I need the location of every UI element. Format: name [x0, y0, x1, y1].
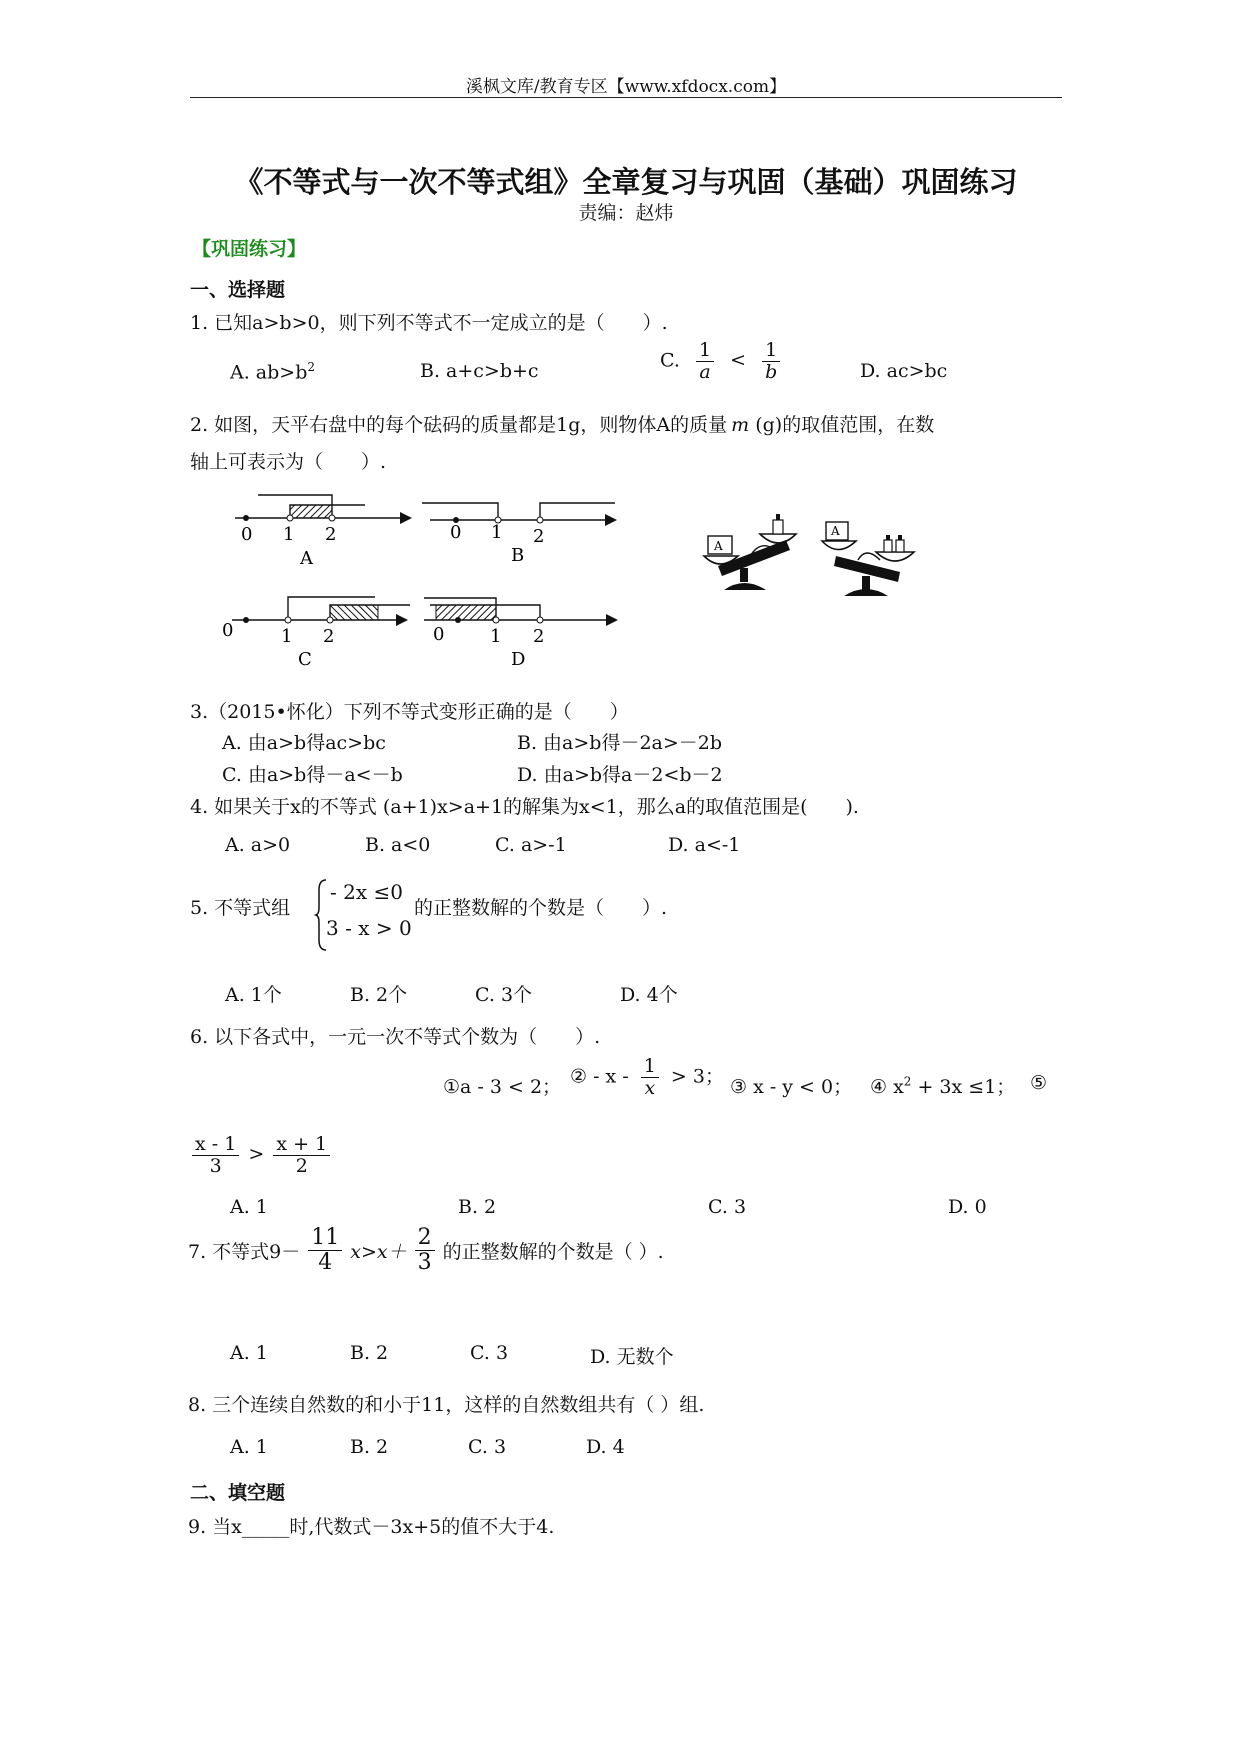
expression-4: ④ $x^2 + 3x \le 1$； — [870, 1074, 1016, 1098]
question-3-option-b: B. 由a>b得－2a>－2b — [517, 732, 723, 754]
tick-0: 0 — [433, 624, 445, 645]
question-6-stem: 6. 以下各式中，一元一次不等式个数为（ ）. — [190, 1026, 601, 1048]
tick-1: 1 — [491, 522, 503, 543]
tick-0: 0 — [222, 620, 234, 641]
tick-1: 1 — [490, 626, 502, 647]
question-7-option-d: D. 无数个 — [590, 1346, 674, 1368]
question-2-stem-line2: 轴上可表示为（ ）. — [190, 451, 387, 473]
question-5-option-a: A. 1个 — [225, 984, 282, 1006]
number-line-figure — [0, 0, 1240, 700]
question-5-option-d: D. 4个 — [620, 984, 678, 1006]
tick-2: 2 — [325, 524, 337, 545]
question-4-stem: 4. 如果关于x的不等式 (a+1)x>a+1的解集为x<1，那么a的取值范围是( ). — [190, 796, 859, 818]
label-a: A — [300, 548, 313, 569]
question-1-stem: 1. 已知a>b>0，则下列不等式不一定成立的是（ ）. — [190, 312, 668, 334]
question-9-stem: 9. 当x_____时,代数式－3x+5的值不大于4. — [188, 1516, 555, 1538]
question-7-option-c: C. 3 — [470, 1342, 509, 1364]
question-8-option-c: C. 3 — [468, 1436, 507, 1458]
tick-0: 0 — [241, 524, 253, 545]
tick-2: 2 — [323, 626, 335, 647]
number-line-d — [424, 598, 618, 670]
question-5-stem-pre: 5. 不等式组 — [190, 897, 291, 919]
question-3-stem: 3.（2015•怀化）下列不等式变形正确的是（ ） — [190, 701, 629, 723]
question-4-option-b: B. a<0 — [365, 834, 431, 856]
tick-1: 1 — [281, 626, 293, 647]
question-5-option-c: C. 3个 — [475, 984, 533, 1006]
question-4-option-c: C. a>-1 — [495, 834, 567, 856]
question-3-option-d: D. 由a>b得a－2<b－2 — [517, 764, 723, 786]
editor-line: 责编：赵炜 — [578, 202, 674, 224]
number-line-c — [222, 597, 410, 670]
number-line-a — [235, 495, 412, 569]
page-title: 《不等式与一次不等式组》全章复习与巩固（基础）巩固练习 — [234, 165, 1018, 199]
label-c: C — [298, 649, 312, 670]
tick-2: 2 — [533, 526, 545, 547]
box-label: A — [714, 539, 723, 553]
question-7-option-a: A. 1 — [230, 1342, 268, 1364]
expression-5: $\frac{x - 1}{3}$ > $\frac{x + 1}{2}$ — [192, 1134, 330, 1177]
expression-1: ①a - 3 < 2； — [443, 1076, 562, 1098]
tick-2: 2 — [533, 626, 545, 647]
question-4-option-d: D. a<-1 — [668, 834, 741, 856]
question-6-option-c: C. 3 — [708, 1196, 747, 1218]
section-choice: 一、选择题 — [190, 279, 286, 301]
expression-5-marker: ⑤ — [1030, 1072, 1048, 1094]
question-8-option-b: B. 2 — [350, 1436, 389, 1458]
box-label: A — [831, 524, 840, 538]
expression-3: ③ x - y < 0； — [730, 1076, 853, 1098]
expression-2: ② - x - $\frac{1}{x}$ > 3； — [570, 1055, 724, 1099]
system-line-2: 3 - x > 0 — [326, 916, 412, 940]
question-6-option-d: D. 0 — [948, 1196, 987, 1218]
label-d: D — [511, 649, 526, 670]
section-fill: 二、填空题 — [190, 1482, 286, 1504]
balance-scale-1 — [704, 514, 796, 590]
question-7-option-b: B. 2 — [350, 1342, 389, 1364]
page-header: 溪枫文库/教育专区【www.xfdocx.com】 — [465, 77, 787, 97]
question-8-stem: 8. 三个连续自然数的和小于11，这样的自然数组共有（ ）组. — [188, 1394, 705, 1416]
question-6-option-b: B. 2 — [458, 1196, 497, 1218]
question-1-option-d: D. ac>bc — [860, 360, 948, 382]
system-brace — [316, 878, 328, 952]
question-5-stem-post: 的正整数解的个数是（ ）. — [414, 897, 668, 919]
question-8-option-d: D. 4 — [586, 1436, 625, 1458]
question-1-option-a: A. $ab>b^2$ — [230, 360, 316, 384]
question-2-stem-line1: 2. 如图，天平右盘中的每个砝码的质量都是1g，则物体A的质量 m (g)的取值范围，在数 — [190, 414, 935, 436]
label-b: B — [511, 545, 525, 566]
question-4-option-a: A. a>0 — [225, 834, 291, 856]
tick-0: 0 — [450, 522, 462, 543]
question-3-option-a: A. 由a>b得ac>bc — [222, 732, 386, 754]
system-line-1: - 2x ≤0 — [330, 880, 403, 904]
number-line-b — [422, 503, 617, 566]
question-8-option-a: A. 1 — [230, 1436, 268, 1458]
question-1-option-c: C. $\frac{1}{a}$ < $\frac{1}{b}$ — [660, 340, 780, 383]
section-tag: 【巩固练习】 — [192, 238, 307, 260]
question-7-stem: 7. 不等式9－ $\frac{11}{4}$ x>x＋ $\frac{2}{3}$ 的正整数解的个数是（ ）. — [188, 1225, 664, 1276]
question-3-option-c: C. 由a>b得－a<－b — [222, 764, 403, 786]
tick-1: 1 — [283, 524, 295, 545]
question-1-option-b: B. a+c>b+c — [420, 360, 539, 382]
question-6-option-a: A. 1 — [230, 1196, 268, 1218]
question-5-option-b: B. 2个 — [350, 984, 408, 1006]
balance-scale-2 — [822, 522, 914, 596]
